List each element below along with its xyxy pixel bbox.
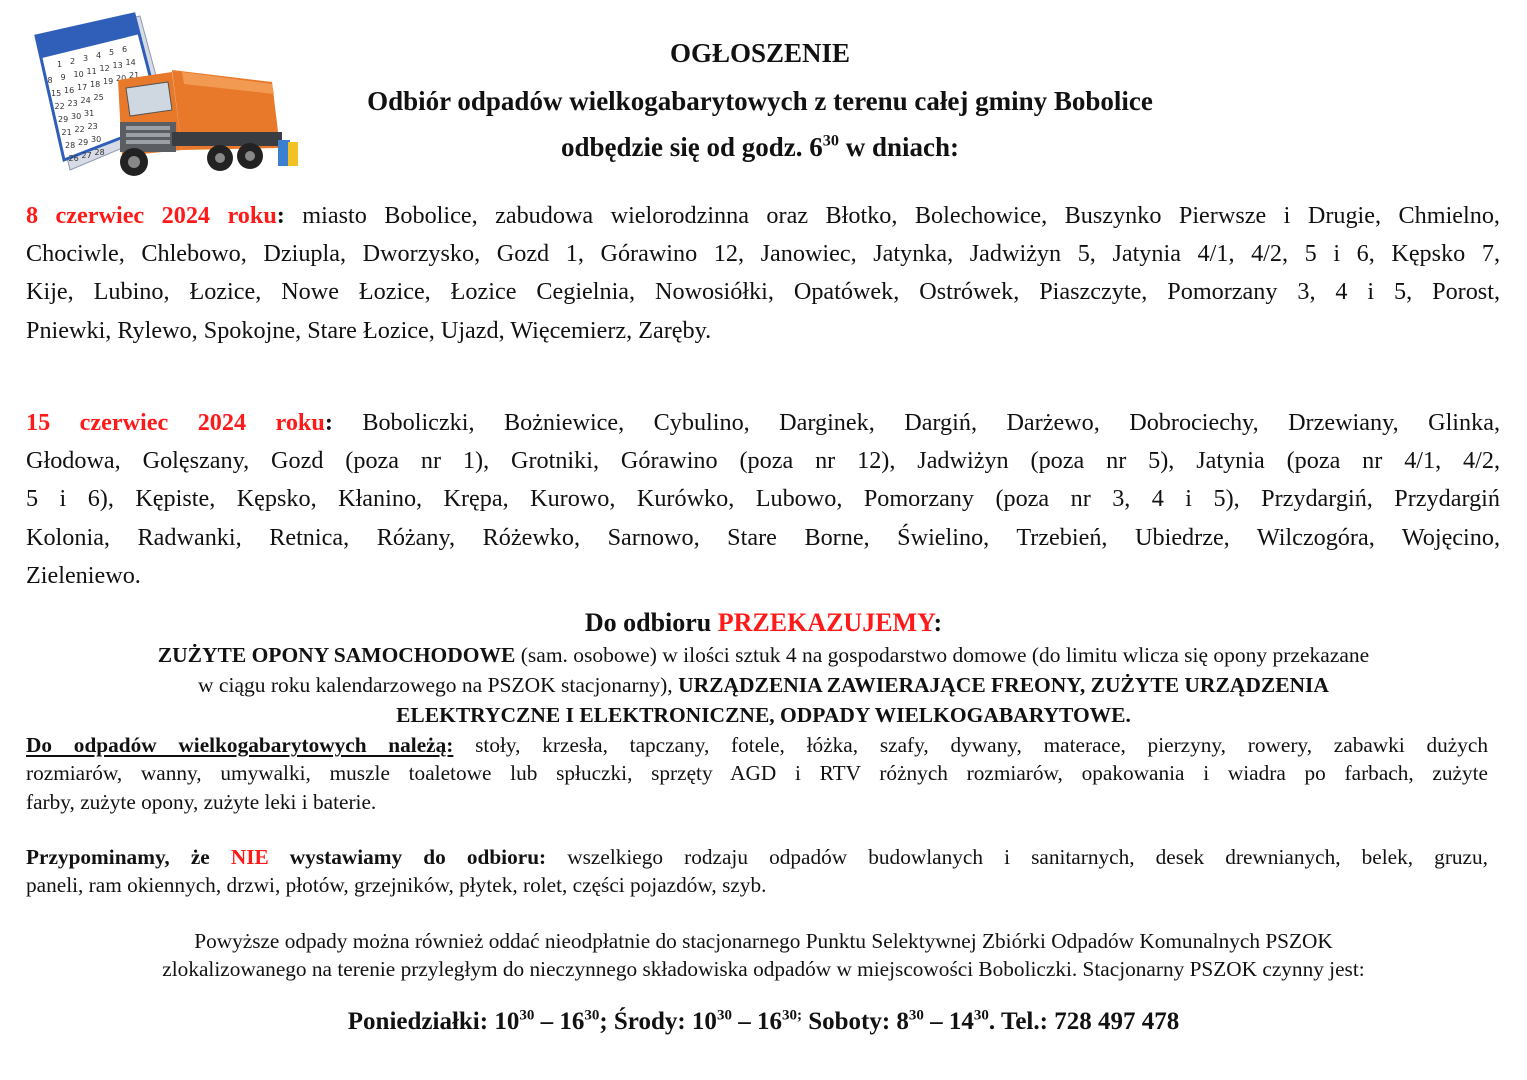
calendar-day-number: 4 [96, 51, 102, 60]
transfer-heading [0, 608, 1527, 638]
schedule-paragraph-2 [26, 404, 1500, 595]
calendar-day-number: 2 [70, 57, 76, 66]
waste-bins-icon [278, 140, 298, 166]
hours-dash: – 16 [534, 1008, 585, 1035]
schedule-line: Zieleniewo. [26, 561, 141, 589]
hours-sup: 30 [973, 1007, 989, 1024]
schedule-text: miasto Bobolice, zabudowa wielorodzinna oraz Błotko, Bolechowice, Buszynko Pierwsze i Drugie, Chmielno, [284, 202, 1500, 229]
schedule-line: Głodowa, Golęszany, Gozd (poza nr 1), Grotniki, Górawino (poza nr 12), Jadwiżyn (poza nr 5), Jatynia (poza nr 4/1, 4/2, [26, 447, 1500, 475]
pszok-line: Powyższe odpady można również oddać nieodpłatnie do stacjonarnego Punktu Selektywnej Zbiórki Odpadów Komunalnych PSZOK [194, 929, 1333, 953]
calendar-day-number: 18 [90, 80, 101, 89]
hours-sup: 30 [716, 1007, 732, 1024]
schedule-line: 5 i 6), Kępiste, Kępsko, Kłanino, Krępa, Kurowo, Kurówko, Lubowo, Pomorzany (poza nr 3, 4 i 5), Przydargiń, Przydargiń [26, 485, 1500, 513]
calendar-day-number: 16 [64, 86, 75, 95]
hours-dash: – 14 [923, 1008, 974, 1035]
calendar-day-number: 9 [60, 73, 66, 82]
transfer-line [0, 673, 1527, 698]
calendar-day-number: 17 [77, 83, 88, 92]
schedule-paragraph-1 [26, 197, 1500, 350]
calendar-day-number: 30 [71, 112, 82, 121]
calendar-day-number: 6 [122, 45, 128, 54]
schedule-line: Pniewki, Rylewo, Spokojne, Stare Łozice, Ujazd, Więcemierz, Zaręby. [26, 316, 712, 344]
hours-sup: 30 [908, 1007, 924, 1024]
calendar-day-number: 1 [57, 60, 63, 69]
hours-sup: 30 [584, 1007, 600, 1024]
hours-monday: Poniedziałki: 10 [347, 1008, 520, 1035]
bulky-text: stoły, krzesła, tapczany, fotele, łóżka, szafy, dywany, materace, pierzyny, rowery, zabawki dużych [453, 733, 1489, 757]
schedule-text: Boboliczki, Bożniewice, Cybulino, Darginek, Dargiń, Darżewo, Dobrociechy, Drzewiany, Glinka, [332, 409, 1500, 436]
calendar-day-number: 10 [73, 70, 84, 79]
calendar-truck-logo [22, 10, 302, 185]
calendar-day-number: 25 [93, 93, 104, 102]
bulky-line: rozmiarów, wanny, umywalki, muszle toaletowe lub spłuczki, sprzęty AGD i RTV różnych rozmiarów, opakowania i wiadra po farbach, zużyte [26, 761, 1488, 786]
calendar-day-number: 29 [78, 138, 89, 147]
schedule-line: Kije, Lubino, Łozice, Nowe Łozice, Łozice Cegielnia, Nowosiółki, Opatówek, Ostrówek, Piaszczyte, Pomorzany 3, 4 i 5, Porost, [26, 278, 1500, 306]
schedule-line [26, 404, 1500, 442]
transfer-bold: ZUŻYTE OPONY SAMOCHODOWE [157, 643, 516, 667]
calendar-day-number: 24 [80, 96, 91, 105]
start-time-line [300, 132, 1220, 163]
transfer-heading-text: Do odbioru [584, 608, 718, 637]
calendar-day-number: 15 [51, 89, 62, 98]
calendar-day-number: 19 [103, 77, 114, 86]
reminder-line: paneli, ram okiennych, drzwi, płotów, grzejników, płytek, rolet, części pojazdów, szyb. [26, 873, 767, 898]
bulky-line [26, 731, 1488, 759]
schedule-date: 8 czerwiec 2024 roku [26, 202, 277, 229]
reminder-text: wszelkiego rodzaju odpadów budowlanych i sanitarnych, desek drewnianych, belek, gruzu, [546, 845, 1488, 869]
calendar-day-number: 22 [74, 125, 85, 134]
reminder-label: Przypominamy, że [26, 845, 231, 869]
transfer-line [0, 643, 1527, 668]
calendar-day-number: 28 [65, 141, 76, 150]
page-title: OGŁOSZENIE [669, 38, 851, 68]
calendar-day-number: 8 [47, 76, 53, 85]
calendar-day-number: 30 [91, 135, 102, 144]
start-time-minutes: 30 [822, 131, 839, 150]
calendar-day-number: 29 [58, 115, 69, 124]
calendar-day-number: 23 [87, 122, 98, 131]
bulky-waste-paragraph [26, 731, 1488, 816]
hours-dash: – 16 [731, 1008, 782, 1035]
calendar-day-number: 23 [67, 99, 78, 108]
reminder-paragraph [26, 843, 1488, 900]
calendar-day-number: 12 [99, 64, 110, 73]
calendar-day-number: 20 [116, 74, 127, 83]
calendar-day-number: 21 [129, 71, 140, 80]
garbage-truck-icon [118, 70, 282, 176]
hours-wednesday: ; Środy: 10 [599, 1008, 717, 1035]
schedule-colon: : [324, 409, 333, 436]
transfer-bold: URZĄDZENIA ZAWIERAJĄCE FREONY, ZUŻYTE URZĄDZENIA [678, 673, 1329, 697]
calendar-day-number: 26 [68, 154, 79, 163]
transfer-line: ELEKTRYCZNE I ELEKTRONICZNE, ODPADY WIELKOGABARYTOWE. [396, 703, 1131, 727]
transfer-heading-colon: : [933, 608, 943, 637]
schedule-date: 15 czerwiec 2024 roku [26, 409, 325, 436]
calendar-day-number: 27 [81, 151, 92, 160]
hours-sup: 30; [781, 1007, 802, 1024]
calendar-day-number: 14 [125, 58, 136, 67]
calendar-day-number: 11 [86, 67, 97, 76]
reminder-label-rest: wystawiamy do odbioru: [268, 845, 547, 869]
calendar-day-number: 5 [109, 48, 115, 57]
page-subtitle: Odbiór odpadów wielkogabarytowych z terenu całej gminy Bobolice [367, 86, 1153, 116]
start-time-text: odbędzie się od godz. 6 [561, 132, 823, 162]
pszok-paragraph [0, 927, 1527, 984]
calendar-day-number: 31 [84, 109, 95, 118]
calendar-day-number: 13 [112, 61, 123, 70]
schedule-line [26, 197, 1500, 235]
schedule-line: Chociwle, Chlebowo, Dziupla, Dworzysko, Gozd 1, Górawino 12, Janowiec, Jatynka, Jadwiżyn 5, Jatynia 4/1, 4/2, 5 i 6, Kępsko 7, [26, 240, 1500, 268]
transfer-text: w ciągu roku kalendarzowego na PSZOK stacjonarny), [198, 673, 679, 697]
days-text: w dniach: [838, 132, 959, 162]
transfer-text: (sam. osobowe) w ilości sztuk 4 na gospodarstwo domowe (do limitu wlicza się opony przekazane [515, 643, 1370, 667]
schedule-line: Kolonia, Radwanki, Retnica, Różany, Różewko, Sarnowo, Stare Borne, Świelino, Trzebień, Ubiedrze, Wilczogóra, Wojęcino, [26, 523, 1500, 551]
transfer-heading-highlight: PRZEKAZUJEMY [717, 608, 934, 637]
reminder-line [26, 843, 1488, 871]
calendar-day-number: 22 [54, 102, 65, 111]
schedule-colon: : [276, 202, 285, 229]
pszok-line: zlokalizowanego na terenie przyległym do nieczynnego składowiska odpadów w miejscowości Boboliczki. Stacjonarny PSZOK czynny jest: [162, 957, 1365, 982]
calendar-day-number: 21 [61, 128, 72, 137]
bulky-label: Do odpadów wielkogabarytowych należą: [26, 733, 454, 757]
hours-sup: 30 [519, 1007, 535, 1024]
hours-saturday: Soboty: 8 [801, 1008, 909, 1035]
reminder-highlight: NIE [230, 845, 269, 869]
bulky-line: farby, zużyte opony, zużyte leki i baterie. [26, 789, 377, 814]
calendar-day-number: 28 [94, 148, 105, 157]
calendar-day-number: 3 [83, 54, 89, 63]
opening-hours [0, 1008, 1527, 1036]
phone-number: . Tel.: 728 497 478 [988, 1008, 1180, 1035]
